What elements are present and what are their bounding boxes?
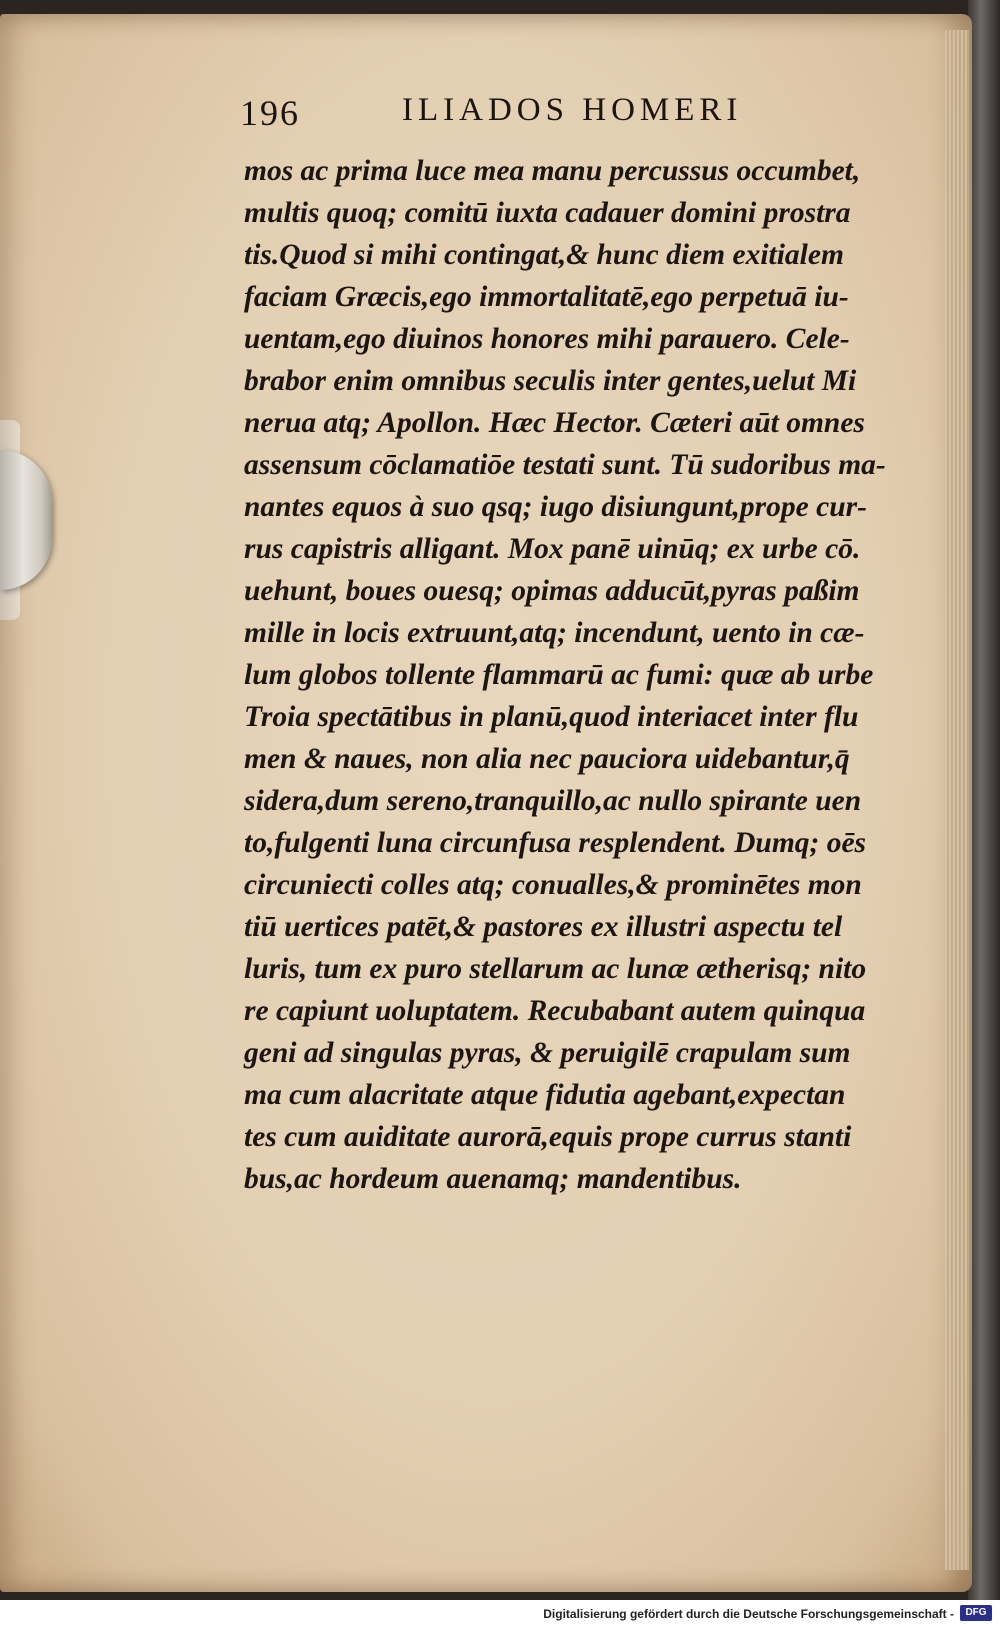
folio-number: 196 — [240, 93, 300, 133]
text-line: uentam,ego diuinos honores mihi parauero. Cele- — [244, 323, 850, 355]
dfg-logo-icon: DFG — [960, 1605, 992, 1621]
text-line: tis.Quod si mihi contingat,& hunc diem exitialem — [244, 239, 844, 271]
text-line: circuniecti colles atq; conualles,& prominētes mon — [244, 869, 862, 901]
text-line: multis quoq; comitū iuxta cadauer domini prostra — [244, 197, 851, 229]
text-line: men & naues, non alia nec pauciora uidebantur,q̄ — [244, 743, 850, 775]
text-line: tes cum auiditate aurorā,equis prope currus stanti — [244, 1121, 852, 1153]
text-line: uehunt, boues ouesq; opimas adducūt,pyras paßim — [244, 575, 860, 607]
text-block — [244, 150, 914, 1200]
text-line: rus capistris alligant. Mox panē uinūq; ex urbe cō. — [244, 533, 861, 565]
text-line: mille in locis extruunt,atq; incendunt, uento in cæ- — [244, 617, 865, 649]
text-line: sidera,dum sereno,tranquillo,ac nullo spirante uen — [244, 785, 862, 817]
text-line: luris, tum ex puro stellarum ac lunæ ætherisq; nito — [244, 953, 867, 985]
funding-credit: Digitalisierung gefördert durch die Deutsche Forschungsgemeinschaft - — [543, 1607, 954, 1621]
text-line: lum globos tollente flammarū ac fumi: quæ ab urbe — [244, 659, 874, 691]
text-line: to,fulgenti luna circunfusa resplendent. Dumq; oēs — [244, 827, 867, 859]
text-line: Troia spectātibus in planū,quod interiacet inter flu — [244, 701, 859, 733]
running-title: ILIADOS HOMERI — [402, 92, 743, 128]
text-line: nerua atq; Apollon. Hæc Hector. Cæteri aūt omnes — [244, 407, 865, 439]
text-line: ma cum alacritate atque fidutia agebant,expectan — [244, 1079, 846, 1111]
book-binding — [968, 0, 1000, 1600]
text-line: brabor enim omnibus seculis inter gentes,uelut Mi — [244, 365, 857, 397]
text-line: tiū uertices patēt,& pastores ex illustri aspectu tel — [244, 911, 843, 943]
footer-bar — [0, 1600, 1000, 1628]
text-line: geni ad singulas pyras, & peruigilē crapulam sum — [244, 1037, 851, 1069]
page-edges — [945, 30, 969, 1570]
text-line: faciam Græcis,ego immortalitatē,ego perpetuā iu- — [244, 281, 849, 313]
page-header — [240, 92, 840, 142]
text-line: re capiunt uoluptatem. Recubabant autem quinqua — [244, 995, 866, 1027]
text-line: nantes equos à suo qsq; iugo disiungunt,prope cur- — [244, 491, 867, 523]
text-line: mos ac prima luce mea manu percussus occumbet, — [244, 155, 861, 187]
text-line: assensum cōclamatiōe testati sunt. Tū sudoribus ma- — [244, 449, 886, 481]
text-line: bus,ac hordeum auenamq; mandentibus. — [244, 1163, 742, 1195]
